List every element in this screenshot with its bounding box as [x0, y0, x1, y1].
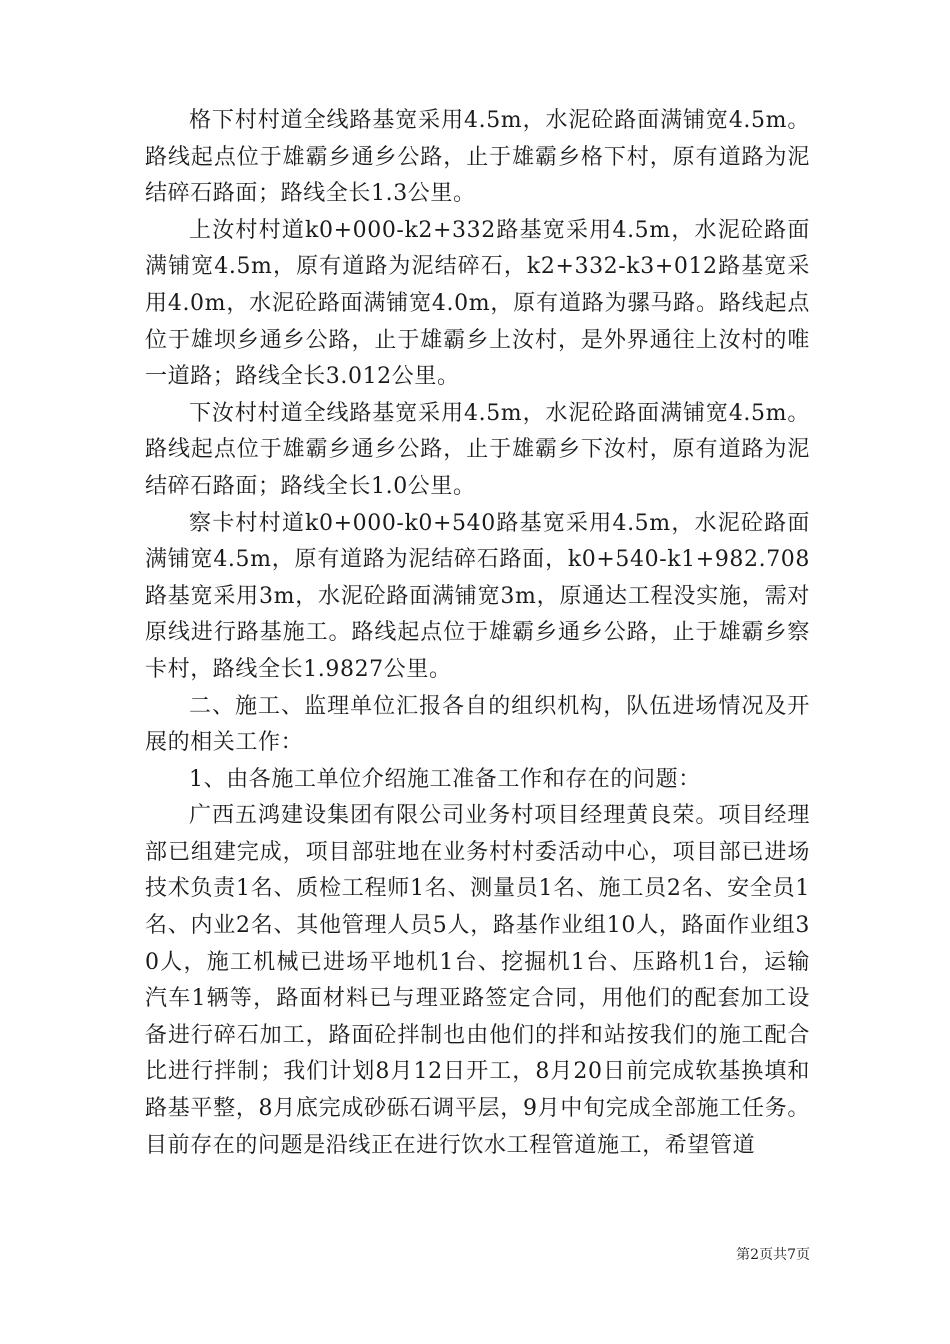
subsection-heading-construction: 1、由各施工单位介绍施工准备工作和存在的问题： [189, 766, 701, 792]
document-body [145, 103, 810, 1164]
paragraph-chaka-road: 察卡村村道k0+000-k0+540路基宽采用4.5m，水泥砼路面满铺宽4.5m，原有道路为泥结碎石路面，k0+540-k1+982.708路基宽采用3m，水泥砼路面满铺宽3m，原通达工程没实施，需对原线进行路基施工。路线起点位于雄霸乡通乡公路，止于雄霸乡察卡村，路线全长1.9827公里。 [145, 510, 810, 682]
paragraph-xiaru-road: 下汝村村道全线路基宽采用4.5m，水泥砼路面满铺宽4.5m。路线起点位于雄霸乡通乡公路，止于雄霸乡下汝村，原有道路为泥结碎石路面；路线全长1.0公里。 [145, 400, 810, 499]
paragraph-gexia-road: 格下村村道全线路基宽采用4.5m，水泥砼路面满铺宽4.5m。路线起点位于雄霸乡通乡公路，止于雄霸乡格下村，原有道路为泥结碎石路面；路线全长1.3公里。 [145, 108, 810, 207]
page-number: 第2页共7页 [736, 1247, 810, 1263]
section-heading-organization: 二、施工、监理单位汇报各自的组织机构，队伍进场情况及开展的相关工作： [145, 693, 810, 756]
paragraph-shangru-road: 上汝村村道k0+000-k2+332路基宽采用4.5m，水泥砼路面满铺宽4.5m，原有道路为泥结碎石，k2+332-k3+012路基宽采用4.0m，水泥砼路面满铺宽4.0m，原有道路为骡马路。路线起点位于雄坝乡通乡公路，止于雄霸乡上汝村，是外界通往上汝村的唯一道路；路线全长3.012公里。 [145, 217, 810, 390]
paragraph-guangxi-wuhong: 广西五鸿建设集团有限公司业务村项目经理黄良荣。项目经理部已组建完成，项目部驻地在业务村村委活动中心，项目部已进场技术负责1名、质检工程师1名、测量员1名、施工员2名、安全员1名、内业2名、其他管理人员5人，路基作业组10人，路面作业组30人，施工机械已进场平地机1台、挖掘机1台、压路机1台，运输汽车1辆等，路面材料已与理亚路签定合同，用他们的配套加工设备进行碎石加工，路面砼拌制也由他们的拌和站按我们的施工配合比进行拌制；我们计划8月12日开工，8月20日前完成软基换填和路基平整，8月底完成砂砾石调平层，9月中旬完成全部施工任务。目前存在的问题是沿线正在进行饮水工程管道施工，希望管道 [145, 803, 810, 1158]
